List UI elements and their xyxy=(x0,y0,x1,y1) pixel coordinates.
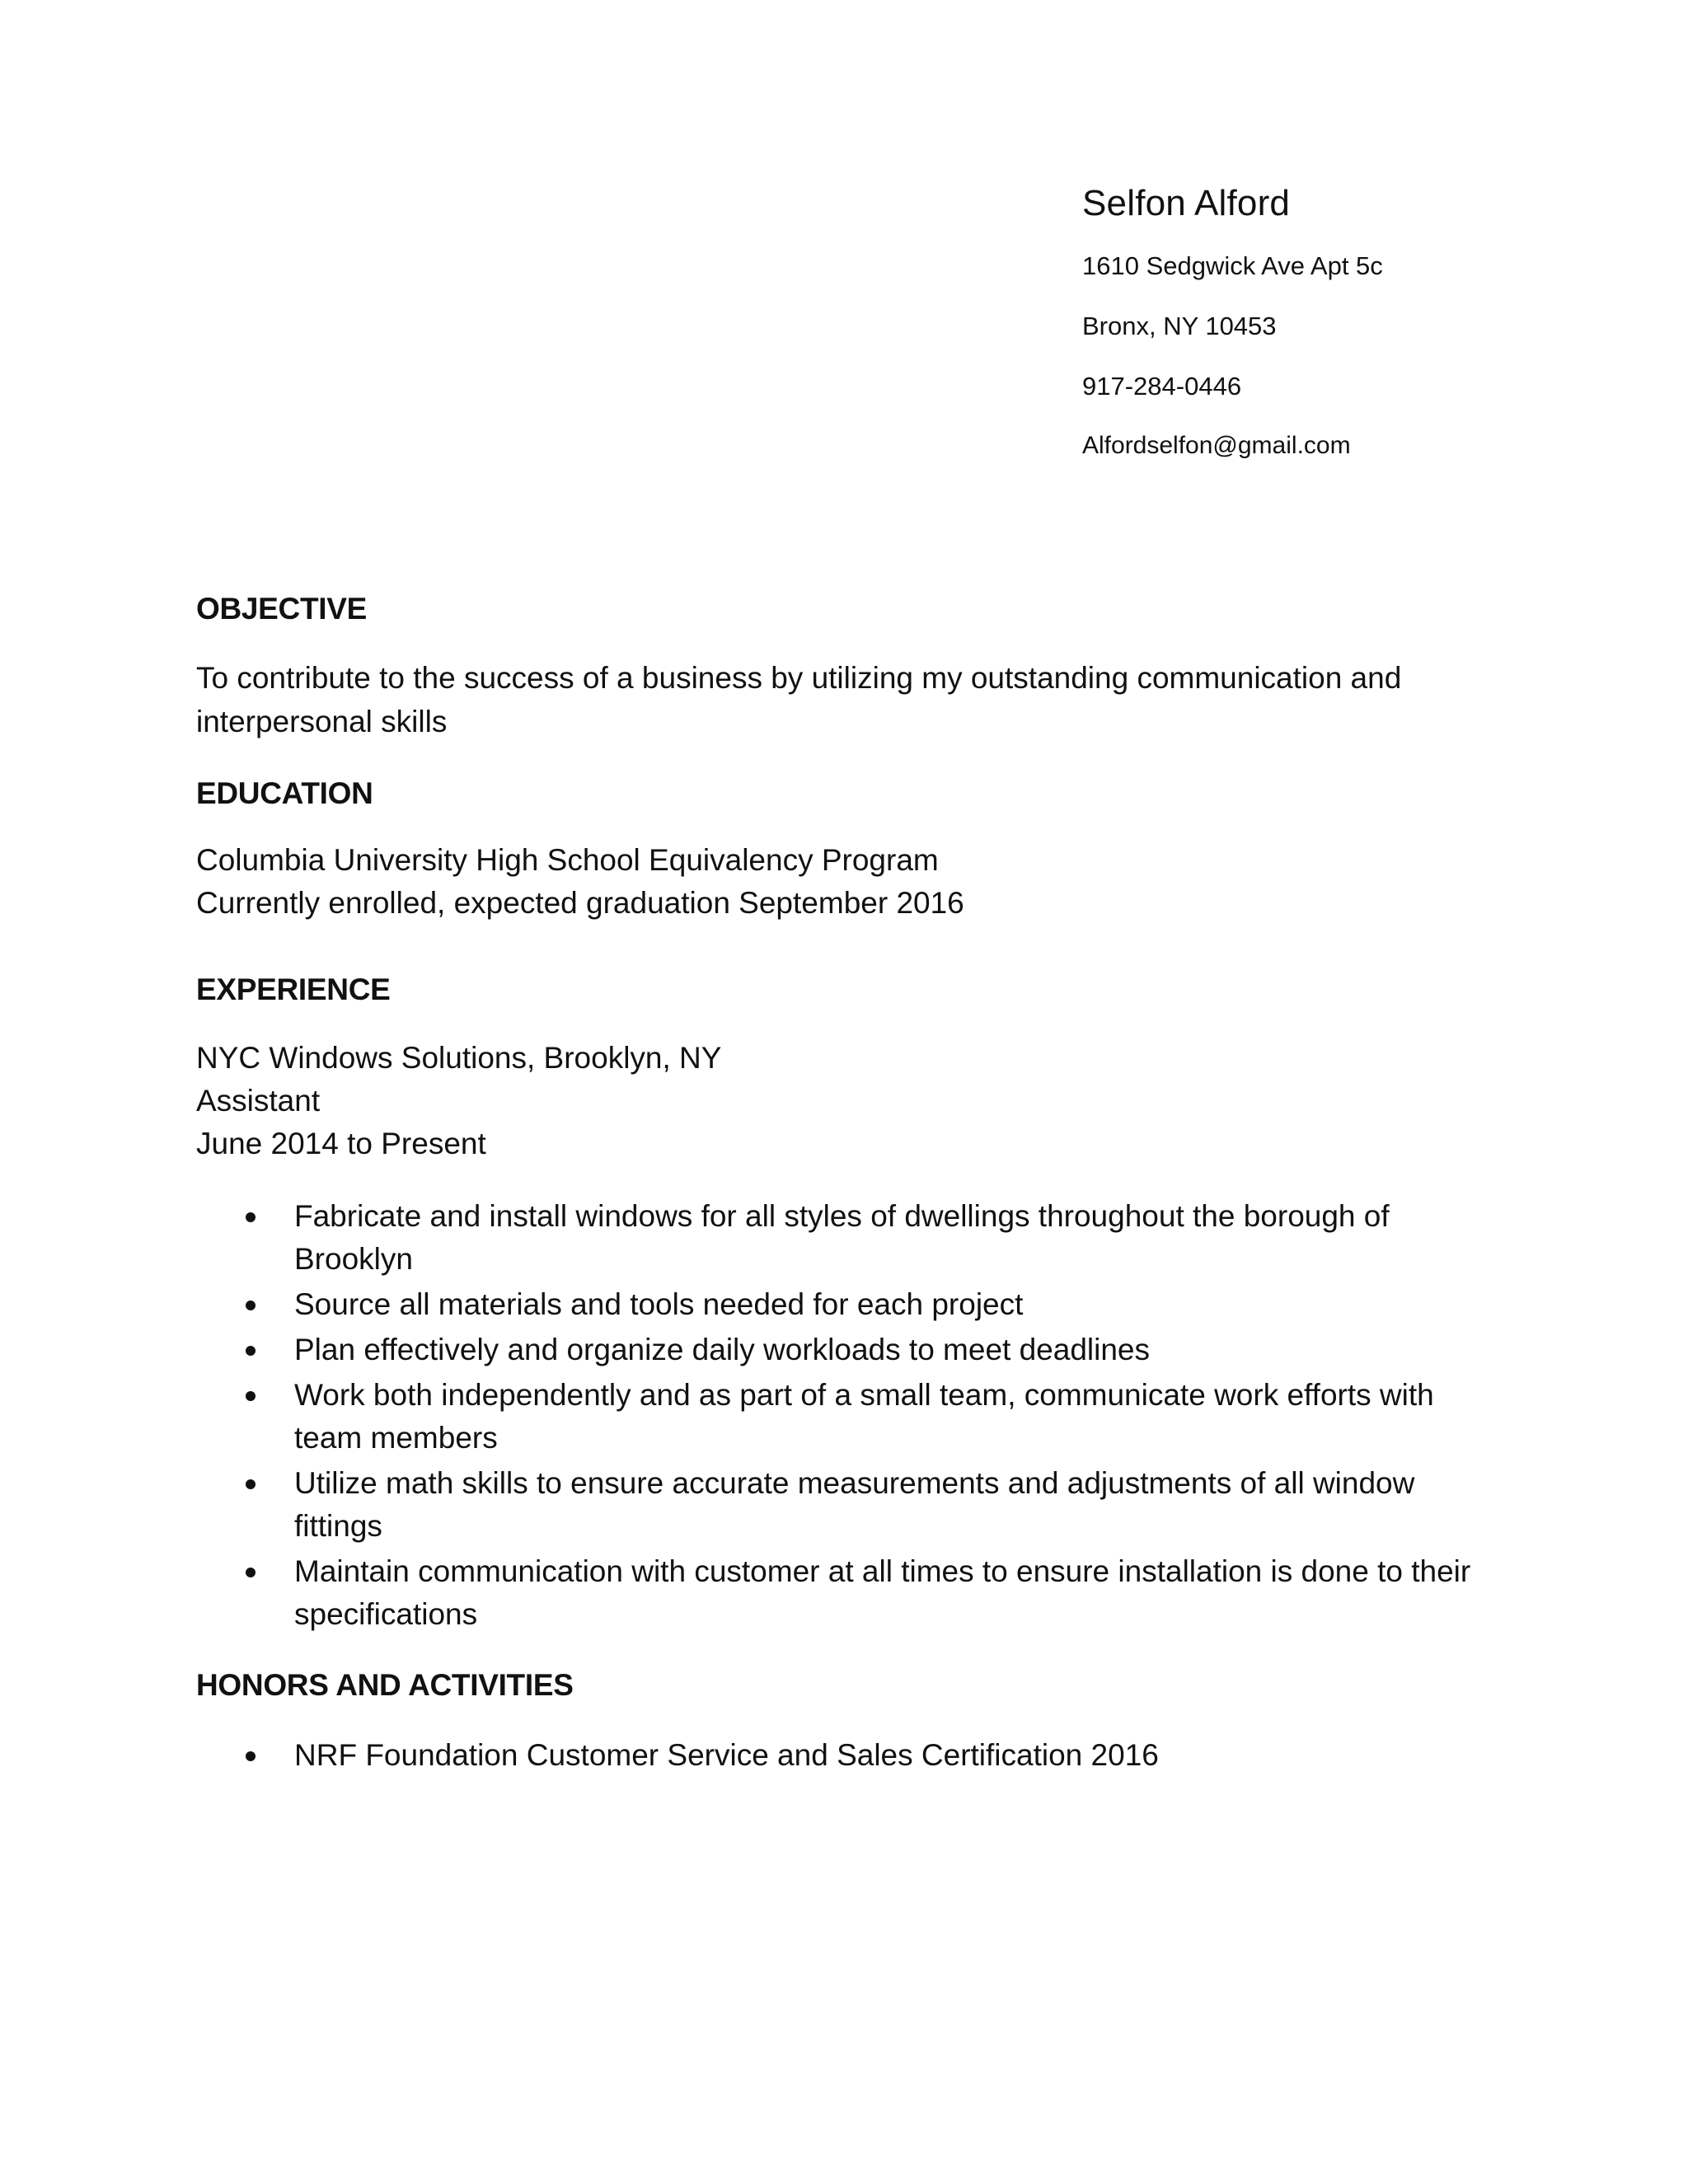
objective-text: To contribute to the success of a business by utilizing my outstanding communication and interpersonal skills xyxy=(196,661,1402,738)
contact-block xyxy=(1082,185,1610,493)
experience-bullets xyxy=(196,1195,1482,1638)
experience-heading: EXPERIENCE xyxy=(196,972,391,1006)
bullet-icon xyxy=(246,1346,256,1356)
address-line-2: Bronx, NY 10453 xyxy=(1082,312,1277,340)
experience-details xyxy=(196,1037,721,1165)
list-item: Utilize math skills to ensure accurate measurements and adjustments of all window fittings xyxy=(196,1462,1482,1548)
bullet-icon xyxy=(246,1751,256,1761)
bullet-icon xyxy=(246,1479,256,1489)
honors-bullets xyxy=(196,1734,1482,1779)
bullet-icon xyxy=(246,1568,256,1577)
phone-number: 917-284-0446 xyxy=(1082,372,1242,401)
list-item: Maintain communication with customer at all times to ensure installation is done to their specifications xyxy=(196,1550,1482,1636)
list-item: Fabricate and install windows for all styles of dwellings throughout the borough of Brooklyn xyxy=(196,1195,1482,1281)
objective-heading: OBJECTIVE xyxy=(196,592,368,626)
bullet-icon xyxy=(246,1301,256,1310)
education-details xyxy=(196,839,964,925)
bullet-icon xyxy=(246,1391,256,1401)
list-item: NRF Foundation Customer Service and Sales Certification 2016 xyxy=(196,1734,1482,1777)
experience-title: Assistant xyxy=(196,1084,321,1118)
email-address: Alfordselfon@gmail.com xyxy=(1082,432,1351,459)
list-item: Source all materials and tools needed for each project xyxy=(196,1283,1482,1326)
address-line-1: 1610 Sedgwick Ave Apt 5c xyxy=(1082,251,1383,280)
education-school: Columbia University High School Equivalency Program xyxy=(196,843,939,877)
list-item: Work both independently and as part of a small team, communicate work efforts with team members xyxy=(196,1374,1482,1460)
experience-dates: June 2014 to Present xyxy=(196,1127,486,1160)
experience-employer: NYC Windows Solutions, Brooklyn, NY xyxy=(196,1041,722,1075)
applicant-name: Selfon Alford xyxy=(1082,183,1291,223)
bullet-icon xyxy=(246,1212,256,1222)
list-item: Plan effectively and organize daily workloads to meet deadlines xyxy=(196,1329,1482,1371)
education-heading: EDUCATION xyxy=(196,776,373,810)
education-status: Currently enrolled, expected graduation September 2016 xyxy=(196,886,964,920)
honors-heading: HONORS AND ACTIVITIES xyxy=(196,1668,574,1702)
